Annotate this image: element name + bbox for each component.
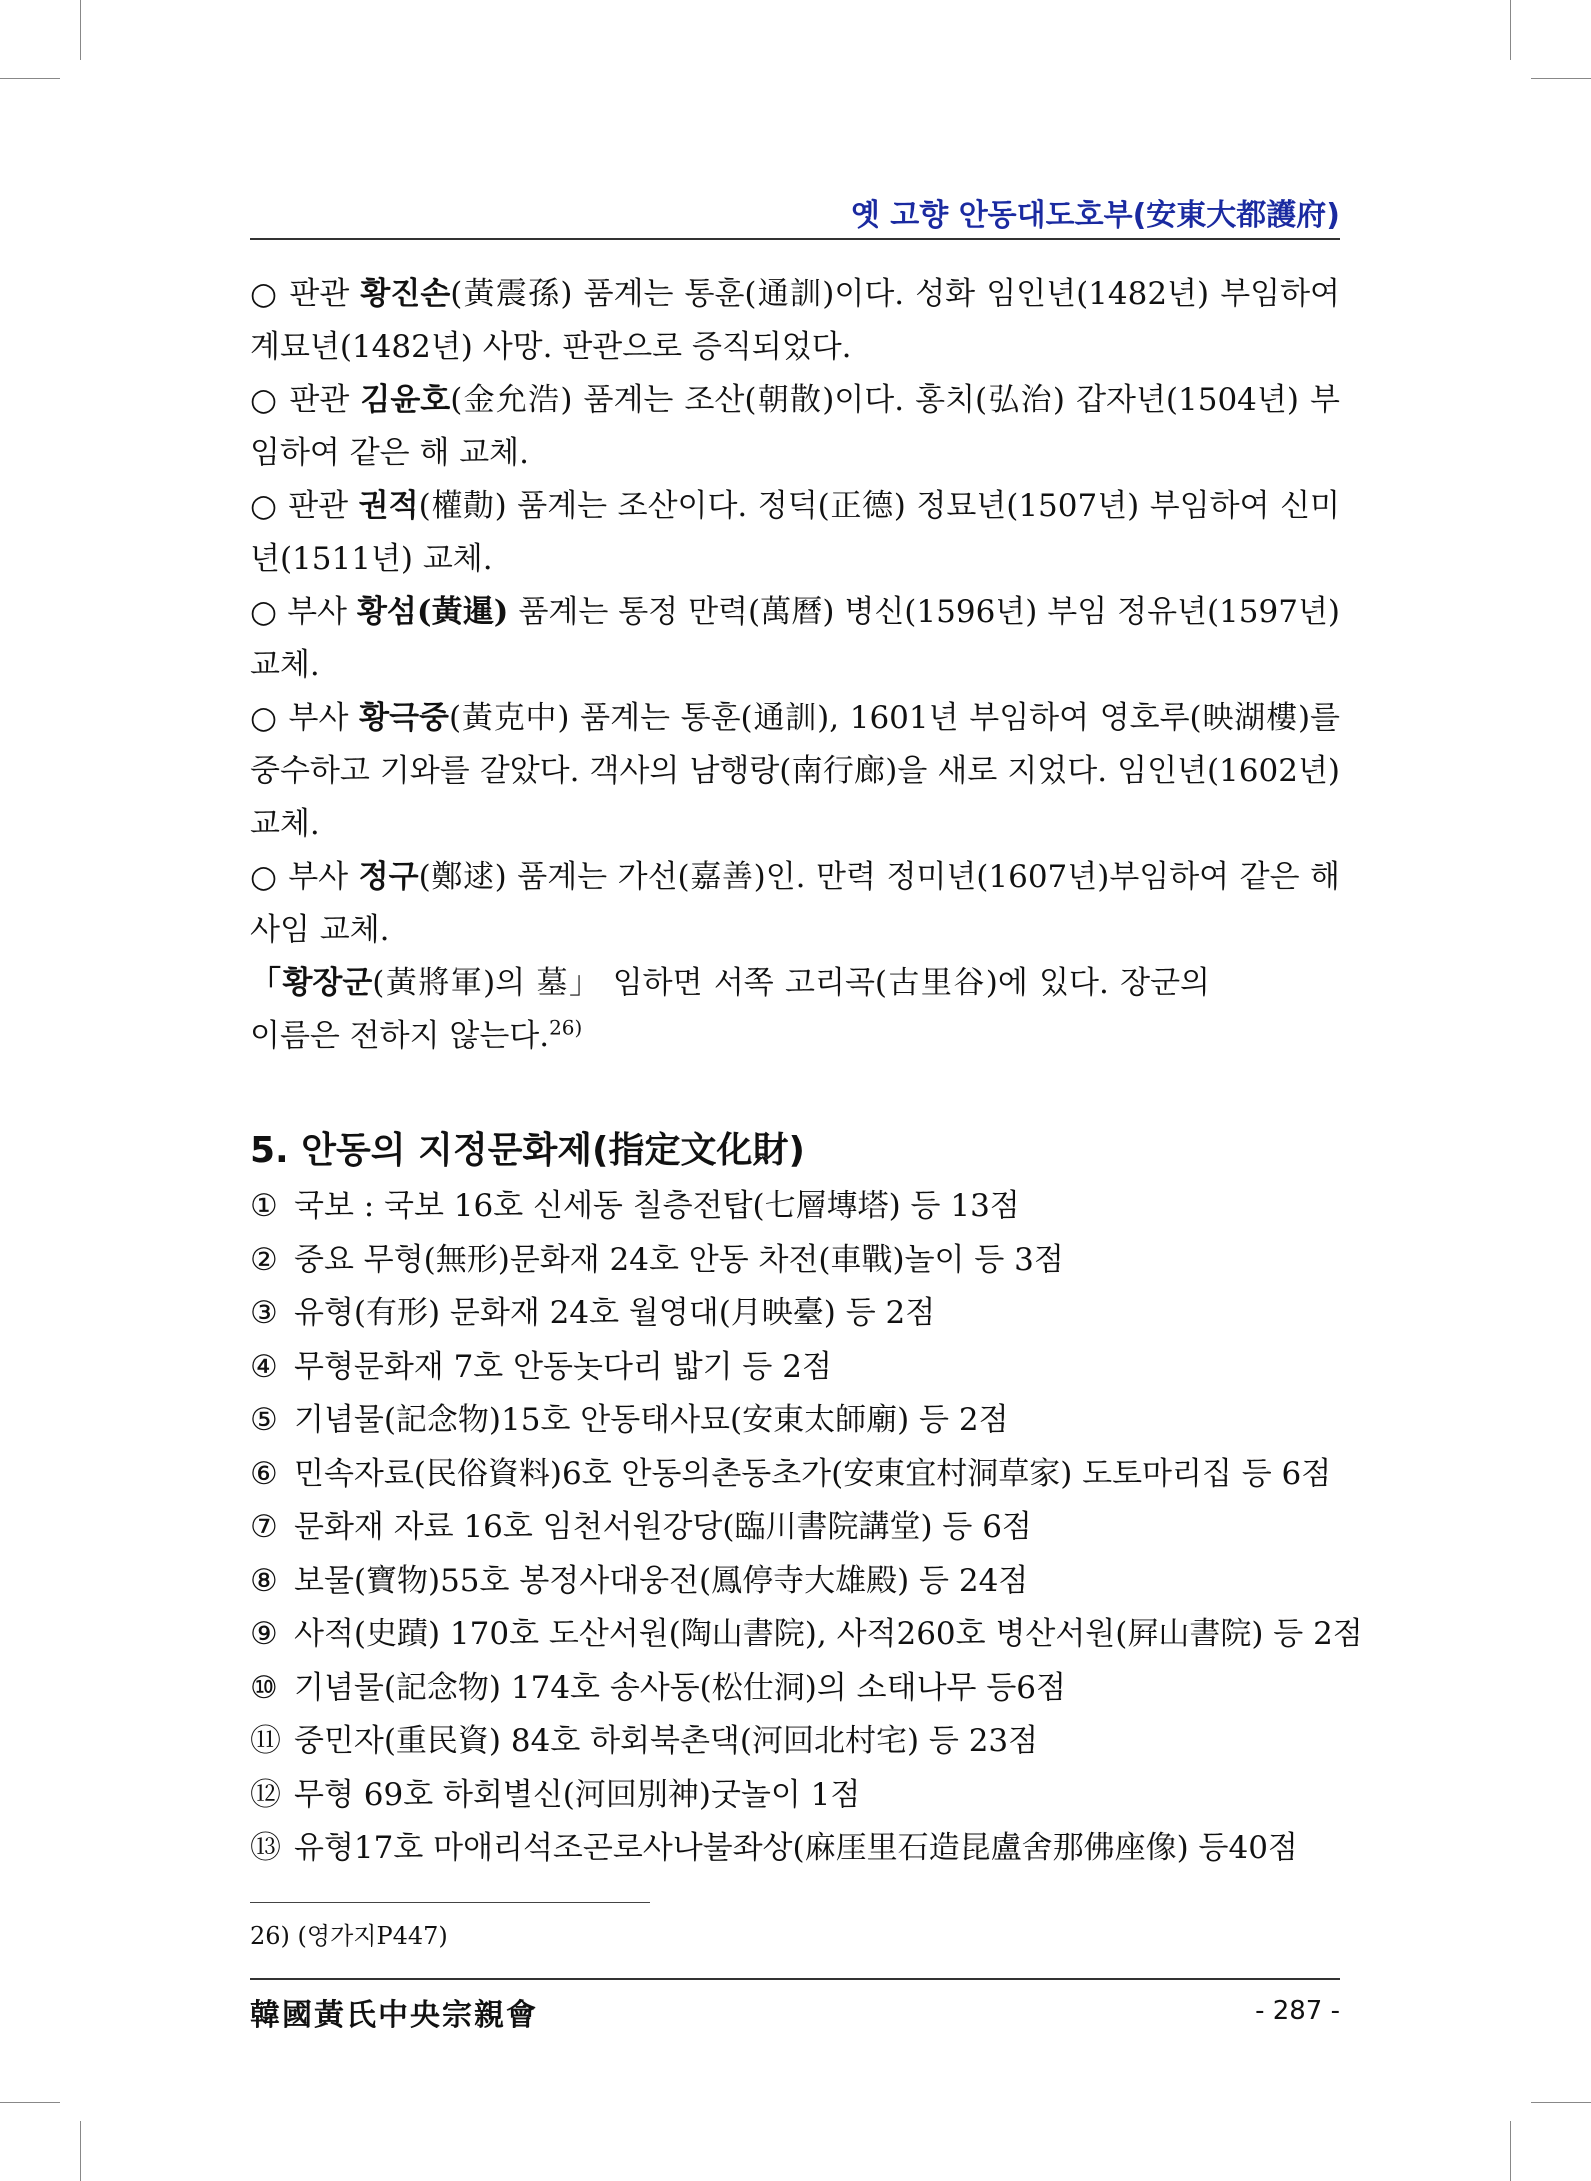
list-item: ⑨ 사적(史蹟) 170호 도산서원(陶山書院), 사적260호 병산서원(屛山書院) 등 2점 <box>250 1616 1363 1652</box>
list-item: ② 중요 무형(無形)문화재 24호 안동 차전(車戰)놀이 등 3점 <box>250 1241 1064 1278</box>
entry-jeong-gu: ○ 부사 정구(鄭逑) 품계는 가선(嘉善)인. 만력 정미년(1607년)부임하여 같은 해 사임 교체. <box>250 859 1340 948</box>
crop-mark <box>80 2121 81 2181</box>
crop-mark <box>1510 0 1511 60</box>
entry-kwon-jeok: ○ 판관 권적(權勣) 품계는 조산이다. 정덕(正德) 정묘년(1507년) 부임하여 신미년(1511년) 교체. <box>250 488 1340 577</box>
entry-hwang-seom: ○ 부사 황섬(黃暹) 품계는 통정 만력(萬曆) 병신(1596년) 부임 정유년(1597년) 교체. <box>250 594 1340 683</box>
list-item: ③ 유형(有形) 문화재 24호 월영대(月映臺) 등 2점 <box>250 1295 936 1331</box>
footnote-rule <box>250 1902 650 1903</box>
list-item: ⑦ 문화재 자료 16호 임천서원강당(臨川書院講堂) 등 6점 <box>250 1509 1032 1545</box>
page-number: - 287 - <box>1255 1996 1340 2026</box>
entry-name: 황섬(黃暹) <box>356 594 509 630</box>
footer-rule <box>250 1978 1340 1980</box>
entry-name: 황극중 <box>359 700 449 736</box>
entry-hwang-geukjung: ○ 부사 황극중(黃克中) 품계는 통훈(通訓), 1601년 부임하여 영호루(映湖樓)를 중수하고 기와를 갈았다. 객사의 남행랑(南行廊)을 새로 지었다. 임인년(1602년) 교체. <box>250 700 1340 842</box>
entry-name: 권적 <box>358 488 419 524</box>
entry-name: 정구 <box>358 859 419 895</box>
crop-mark <box>1510 2121 1511 2181</box>
entry-name: 황장군 <box>282 965 373 1001</box>
list-item: ⑩ 기념물(記念物) 174호 송사동(松仕洞)의 소태나무 등6점 <box>250 1669 1066 1706</box>
official-entries <box>250 268 1340 1063</box>
list-item: ⑫ 무형 69호 하회별신(河回別神)굿놀이 1점 <box>250 1776 861 1813</box>
crop-mark <box>80 0 81 60</box>
list-item: ④ 무형문화재 7호 안동놋다리 밟기 등 2점 <box>250 1348 832 1385</box>
entry-name: 황진손 <box>360 276 451 312</box>
list-item: ⑥ 민속자료(民俗資料)6호 안동의촌동초가(安東宜村洞草家) 도토마리집 등 6점 <box>250 1455 1332 1492</box>
publisher-name: 韓國黃氏中央宗親會 <box>250 1998 538 2033</box>
list-item: ⑤ 기념물(記念物)15호 안동태사묘(安東太師廟) 등 2점 <box>250 1402 1009 1438</box>
list-item: ⑪ 중민자(重民資) 84호 하회북촌댁(河回北村宅) 등 23점 <box>250 1723 1039 1759</box>
entry-kim-yunho: ○ 판관 김윤호(金允浩) 품계는 조산(朝散)이다. 홍치(弘治) 갑자년(1504년) 부임하여 같은 해 교체. <box>250 382 1340 471</box>
running-header: 옛 고향 안동대도호부(安東大都護府) <box>850 198 1340 233</box>
crop-mark <box>0 2102 60 2103</box>
heritage-list <box>250 1180 1363 1876</box>
entry-name: 김윤호 <box>360 382 451 418</box>
entry-hwang-jinson: ○ 판관 황진손(黃震孫) 품계는 통훈(通訓)이다. 성화 임인년(1482년) 부임하여 계묘년(1482년) 사망. 판관으로 증직되었다. <box>250 276 1340 365</box>
footnote-ref[interactable]: 26) <box>549 1015 583 1040</box>
entry-tomb: 「황장군(黃將軍)의 墓」 임하면 서쪽 고리곡(古里谷)에 있다. 장군의 이름은 전하지 않는다.$^{26)}$ <box>250 965 1211 1054</box>
section-title: 5. 안동의 지정문화제(指定文化財) <box>250 1130 805 1171</box>
list-item: ① 국보 : 국보 16호 신세동 칠층전탑(七層塼塔) 등 13점 <box>250 1188 1020 1224</box>
crop-mark <box>0 78 60 79</box>
crop-mark <box>1531 78 1591 79</box>
footnote: 26) (영가지P447) <box>250 1922 448 1950</box>
list-item: ⑬ 유형17호 마애리석조곤로사나불좌상(麻厓里石造昆盧舍那佛座像) 등40점 <box>250 1830 1298 1866</box>
header-rule <box>250 238 1340 240</box>
crop-mark <box>1531 2102 1591 2103</box>
list-item: ⑧ 보물(寶物)55호 봉정사대웅전(鳳停寺大雄殿) 등 24점 <box>250 1562 1029 1599</box>
